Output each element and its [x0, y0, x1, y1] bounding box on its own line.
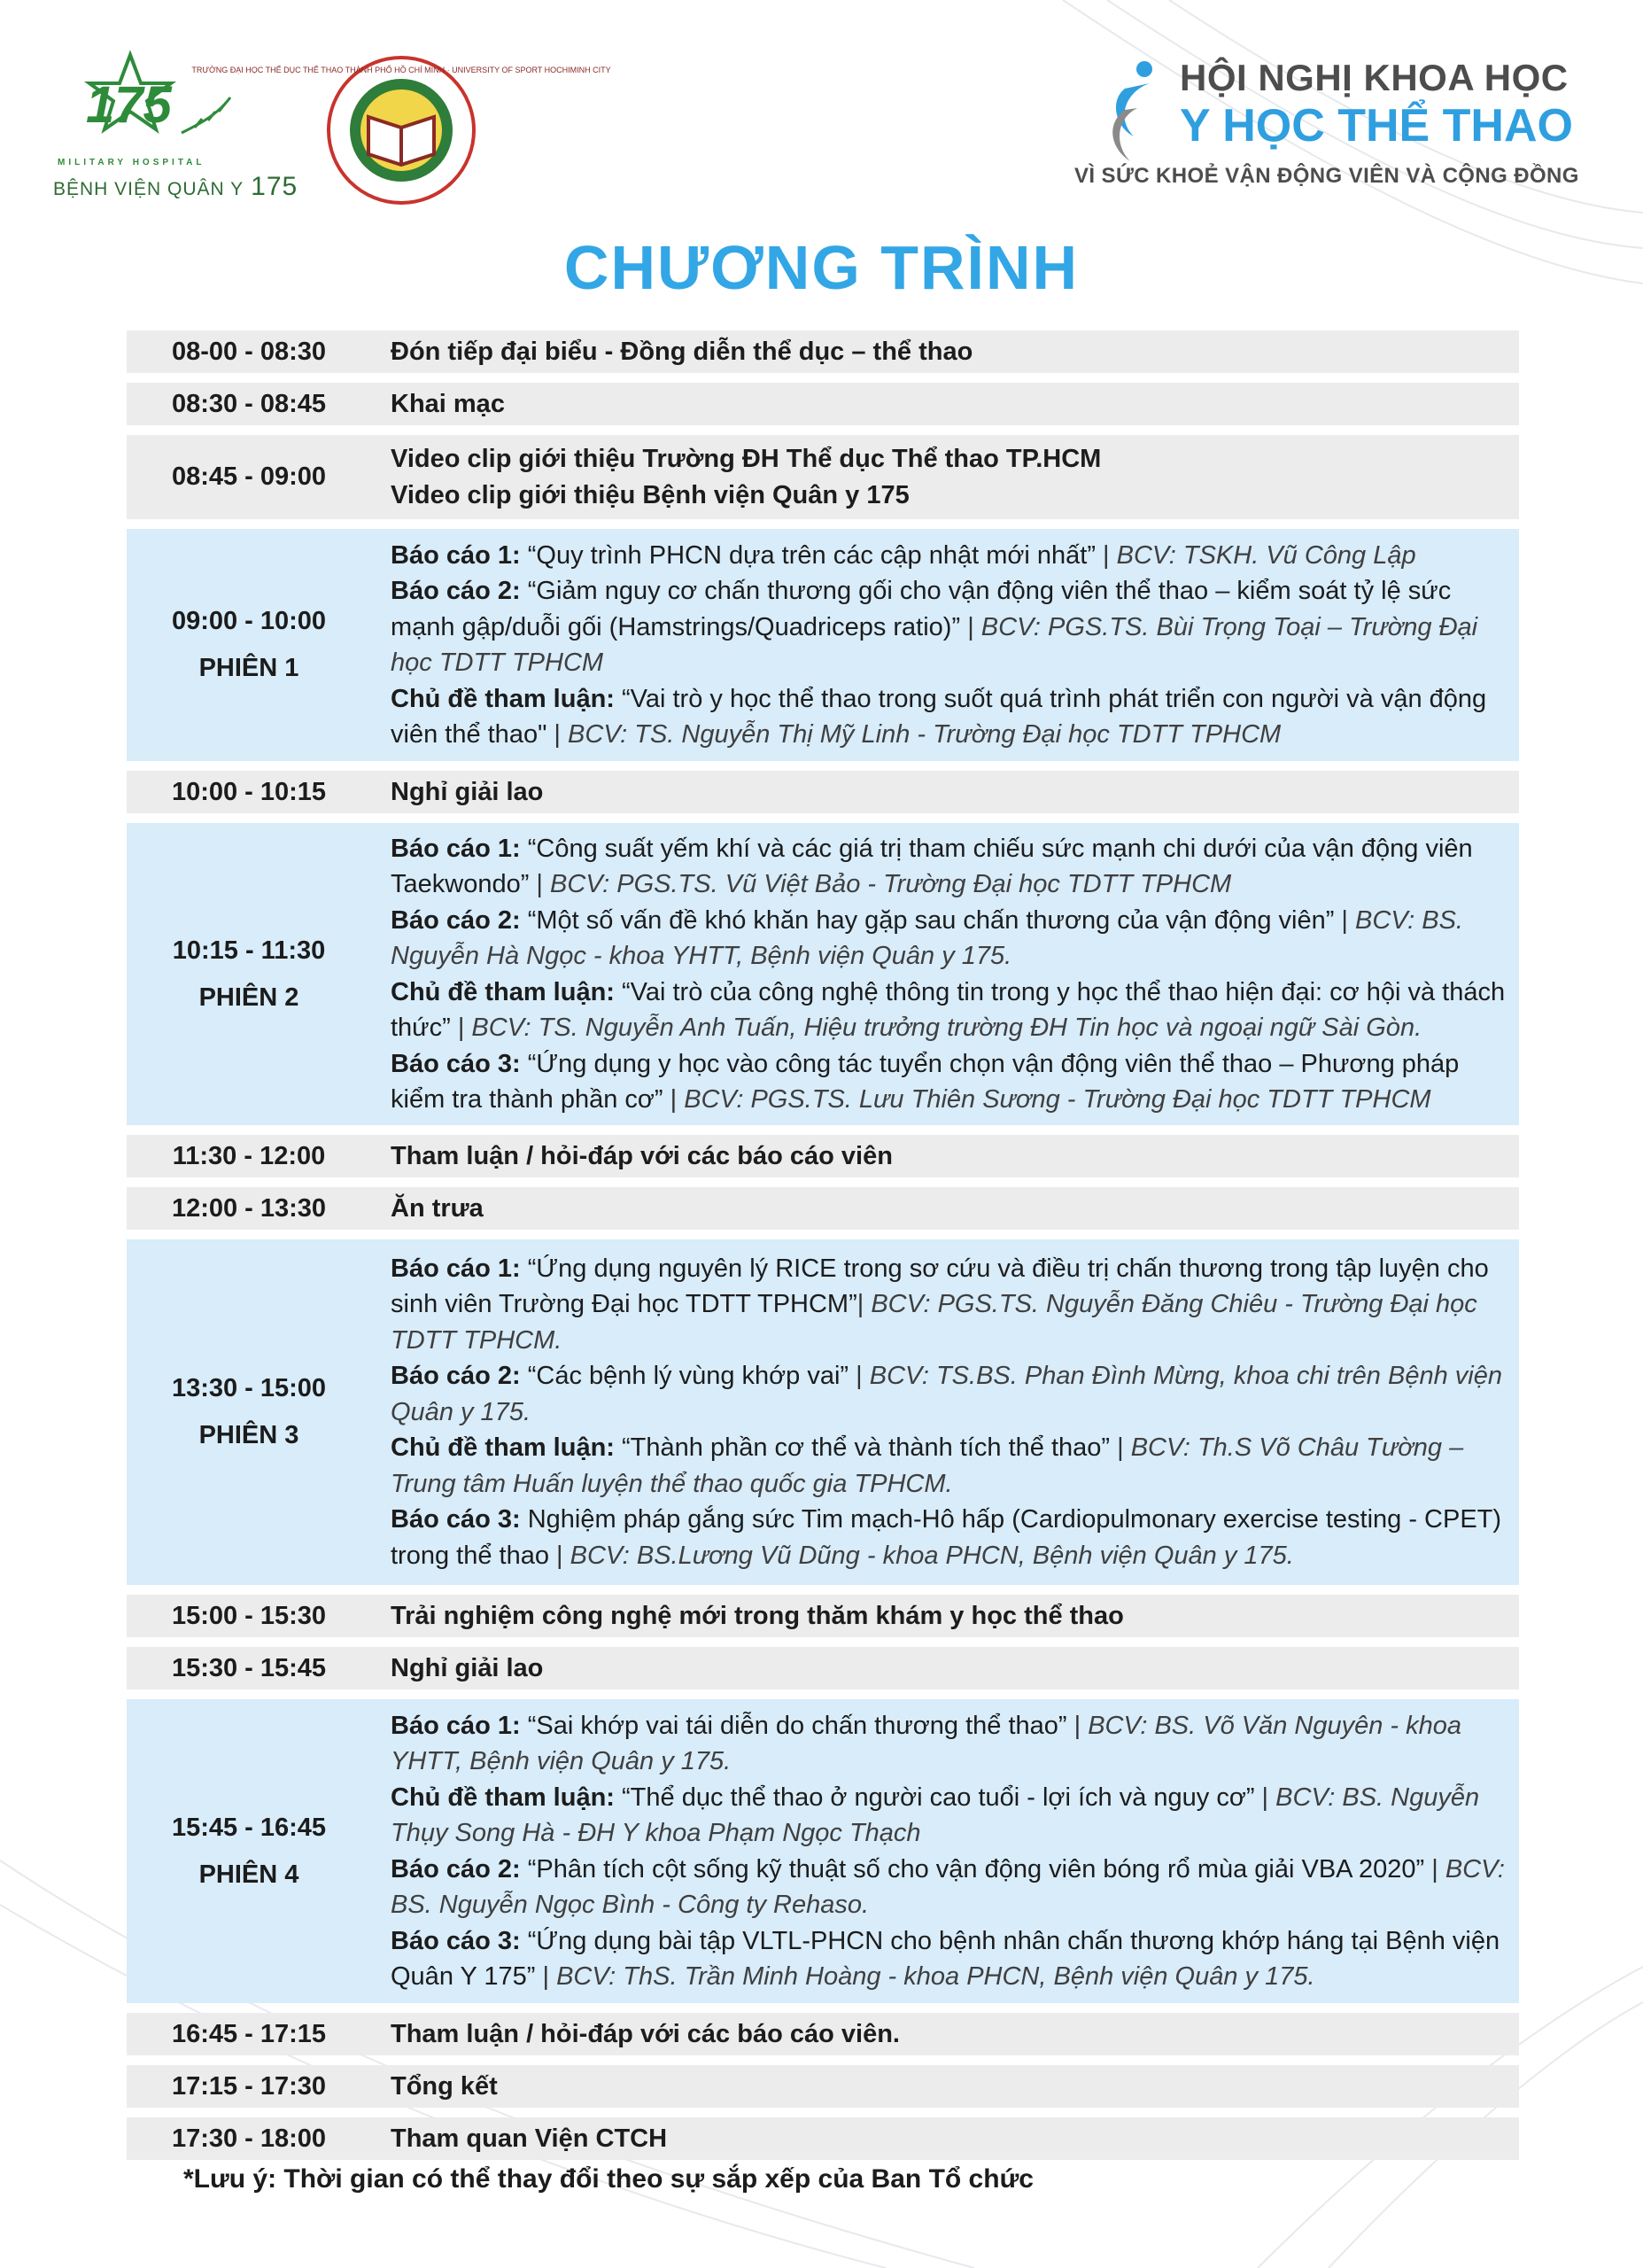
time-cell: [127, 2124, 371, 2154]
activity-text: Khai mạc: [391, 389, 505, 418]
report-title: “Các bệnh lý vùng khớp vai”: [527, 1362, 849, 1391]
separator: |: [1066, 1711, 1089, 1740]
activity-text: Ăn trưa: [391, 1193, 484, 1223]
time-range: 17:30 - 18:00: [171, 2124, 327, 2153]
report-title: “Sai khớp vai tái diễn do chấn thương thể thao”: [527, 1711, 1067, 1740]
speaker-info: BCV: TS. Nguyễn Anh Tuấn, Hiệu trưởng trường ĐH Tin học và ngoại ngữ Sài Gòn.: [471, 1014, 1422, 1042]
seal-text: TRƯỜNG ĐẠI HỌC THỂ DỤC THỂ THAO THÀNH PHỐ HỒ CHÍ MINH · UNIVERSITY OF SPORT HOCHIMINH CITY: [191, 66, 611, 74]
activity-text: Đón tiếp đại biểu - Đồng diễn thể dục – thể thao: [391, 337, 973, 366]
activity-cell: [371, 831, 1519, 1118]
report-title: “Một số vấn đề khó khăn hay gặp sau chấn thương của vận động viên”: [527, 905, 1335, 935]
speaker-info: BCV: ThS. Trần Minh Hoàng - khoa PHCN, Bệnh viện Quân y 175.: [556, 1962, 1315, 1991]
activity-cell: [371, 774, 1519, 811]
schedule-row: [127, 771, 1519, 813]
time-cell: [127, 778, 371, 807]
report-item: [391, 1502, 1507, 1573]
report-item: [391, 1708, 1507, 1780]
conference-title-line1: HỘI NGHỊ KHOA HỌC: [1180, 57, 1569, 98]
time-cell: [127, 1374, 371, 1450]
conference-logo: [1074, 55, 1603, 206]
activity-cell: [371, 538, 1519, 753]
activity-text: Tham quan Viện CTCH: [391, 2124, 668, 2153]
separator: |: [960, 612, 981, 641]
time-cell: [127, 607, 371, 683]
report-item: [391, 1780, 1507, 1852]
time-range: 13:30 - 15:00: [171, 1374, 327, 1402]
report-label: Chủ đề tham luận:: [391, 977, 615, 1006]
speaker-info: BCV: BS. Võ Văn Nguyên - khoa YHTT, Bệnh viện Quân y 175.: [391, 1711, 1462, 1775]
schedule-row: [127, 330, 1519, 373]
report-label: Báo cáo 1:: [391, 1254, 521, 1283]
report-item: [391, 1430, 1507, 1502]
separator: |: [535, 1962, 557, 1991]
speaker-info: BCV: Th.S Võ Châu Tường – Trung tâm Huấn luyện thể thao quốc gia TPHCM.: [391, 1433, 1464, 1498]
speaker-info: BCV: BS. Nguyễn Thụy Song Hà - ĐH Y khoa Phạm Ngọc Thạch: [391, 1783, 1480, 1847]
session-row: [127, 1239, 1519, 1585]
speaker-info: BCV: TSKH. Vũ Công Lập: [1116, 540, 1416, 570]
time-range: 10:00 - 10:15: [171, 777, 327, 806]
schedule-row: [127, 2065, 1519, 2108]
report-label: Báo cáo 2:: [391, 577, 521, 605]
separator: |: [849, 1362, 870, 1391]
speaker-info: BCV: PGS.TS. Lưu Thiên Sương - Trường Đại học TDTT TPHCM: [684, 1085, 1431, 1114]
report-label: Báo cáo 2:: [391, 905, 521, 935]
activity-cell: [371, 1251, 1519, 1574]
report-item: [391, 538, 1507, 574]
activity-cell: [371, 2069, 1519, 2105]
speaker-info: BCV: PGS.TS. Nguyễn Đăng Chiêu - Trường Đại học TDTT TPHCM.: [391, 1290, 1477, 1355]
activity-text: Nghỉ giải lao: [391, 1653, 544, 1682]
report-title: “Vai trò của công nghệ thông tin trong y học thể thao hiện đại: cơ hội và thách thức”: [391, 977, 1506, 1042]
report-item: [391, 1358, 1507, 1430]
schedule-row: [127, 435, 1519, 519]
hospital-number: 175: [251, 172, 298, 201]
session-row: [127, 1699, 1519, 2003]
svg-text:175: 175: [86, 76, 172, 134]
schedule-row: [127, 2117, 1519, 2160]
report-title: “Thể dục thể thao ở người cao tuổi - lợi ích và nguy cơ”: [622, 1783, 1255, 1812]
report-item: [391, 1251, 1507, 1359]
separator: |: [1110, 1433, 1131, 1463]
separator: |: [546, 720, 569, 749]
time-range: 08:30 - 08:45: [171, 389, 327, 418]
time-cell: [127, 1654, 371, 1683]
schedule-table: [127, 330, 1519, 2170]
speaker-info: BCV: BS. Nguyễn Hà Ngọc - khoa YHTT, Bệnh viện Quân y 175.: [391, 905, 1463, 970]
time-range: 15:30 - 15:45: [171, 1653, 327, 1682]
schedule-row: [127, 2013, 1519, 2055]
time-cell: [127, 390, 371, 419]
report-label: Chủ đề tham luận:: [391, 1433, 615, 1463]
separator: |: [663, 1085, 685, 1114]
time-range: 09:00 - 10:00: [171, 607, 327, 635]
report-title: “Quy trình PHCN dựa trên các cập nhật mới nhất”: [527, 540, 1096, 570]
time-cell: [127, 936, 371, 1013]
activity-text: Video clip giới thiệu Trường ĐH Thể dục Thể thao TP.HCM: [391, 445, 1102, 473]
activity-text: Tham luận / hỏi-đáp với các báo cáo viên: [391, 1141, 893, 1170]
activity-text: Trải nghiệm công nghệ mới trong thăm khám y học thể thao: [391, 1601, 1124, 1630]
activity-text: Nghỉ giải lao: [391, 777, 544, 806]
report-label: Báo cáo 1:: [391, 540, 521, 570]
time-range: 10:15 - 11:30: [172, 936, 326, 965]
report-item: [391, 681, 1507, 753]
activity-cell: [371, 1191, 1519, 1227]
time-range: 08:45 - 09:00: [171, 462, 327, 491]
time-cell: [127, 1814, 371, 1890]
schedule-row: [127, 1187, 1519, 1230]
time-range: 16:45 - 17:15: [171, 2019, 327, 2048]
separator: |: [450, 1014, 472, 1042]
separator: |: [1254, 1783, 1276, 1812]
activity-cell: [371, 1708, 1519, 1995]
activity-cell: [371, 1651, 1519, 1687]
report-item: [391, 975, 1507, 1046]
report-label: Báo cáo 2:: [391, 1362, 521, 1391]
activity-text: Tổng kết: [391, 2071, 498, 2101]
separator: |: [1334, 905, 1356, 935]
report-item: [391, 831, 1507, 903]
schedule-row: [127, 1595, 1519, 1637]
time-cell: [127, 462, 371, 492]
report-title: “Ứng dụng bài tập VLTL-PHCN cho bệnh nhân chấn thương khớp háng tại Bệnh viện Quân Y 175”: [391, 1926, 1500, 1991]
activity-text: Video clip giới thiệu Bệnh viện Quân y 175: [391, 480, 910, 509]
time-cell: [127, 1142, 371, 1171]
separator: |: [1095, 540, 1117, 570]
report-title: “Công suất yếm khí và các giá trị tham chiếu sức mạnh chi dưới của vận động viên Taekwondo”: [391, 834, 1473, 898]
activity-cell: [371, 441, 1519, 513]
report-label: Báo cáo 3:: [391, 1505, 521, 1534]
speaker-info: BCV: BS. Nguyễn Ngọc Bình - Công ty Rehaso.: [391, 1854, 1505, 1919]
report-item: [391, 1923, 1507, 1995]
report-title: “Vai trò y học thể thao trong suốt quá trình phát triển con người và vận động viên thể thao": [391, 684, 1487, 749]
session-row: [127, 823, 1519, 1125]
activity-cell: [371, 1598, 1519, 1635]
report-label: Báo cáo 1:: [391, 1711, 521, 1740]
separator: |: [529, 870, 551, 898]
report-title: “Phân tích cột sống kỹ thuật số cho vận động viên bóng rổ mùa giải VBA 2020”: [527, 1854, 1425, 1884]
separator: |: [1424, 1854, 1445, 1884]
report-label: Báo cáo 2:: [391, 1854, 521, 1884]
time-cell: [127, 2072, 371, 2101]
report-label: Chủ đề tham luận:: [391, 1783, 615, 1812]
speaker-info: BCV: PGS.TS. Bùi Trọng Toại – Trường Đại học TDTT TPHCM: [391, 612, 1478, 677]
speaker-info: BCV: TS.BS. Phan Đình Mừng, khoa chi trên Bệnh viện Quân y 175.: [391, 1362, 1502, 1426]
session-label: PHIÊN 2: [198, 983, 299, 1012]
time-cell: [127, 1194, 371, 1223]
schedule-row: [127, 1135, 1519, 1177]
report-item: [391, 573, 1507, 681]
report-title: “Ứng dụng y học vào công tác tuyển chọn vận động viên thể thao – Phương pháp kiểm tra thành phần cơ”: [391, 1049, 1460, 1114]
report-item: [391, 1046, 1507, 1118]
report-label: Báo cáo 1:: [391, 834, 521, 863]
speaker-info: BCV: PGS.TS. Vũ Việt Bảo - Trường Đại học TDTT TPHCM: [550, 870, 1232, 898]
activity-cell: [371, 2016, 1519, 2053]
report-label: Báo cáo 3:: [391, 1926, 521, 1955]
time-cell: [127, 2020, 371, 2049]
time-range: 08-00 - 08:30: [171, 337, 327, 366]
report-title: “Ứng dụng nguyên lý RICE trong sơ cứu và điều trị chấn thương trong tập luyện cho sinh viên Trường Đại học TDTT TPHCM”: [391, 1254, 1489, 1319]
hospital-tagline: MILITARY HOSPITAL: [58, 158, 205, 167]
activity-cell: [371, 1138, 1519, 1175]
report-item: [391, 1852, 1507, 1923]
session-label: PHIÊN 3: [198, 1421, 299, 1449]
hospital-name-text: BỆNH VIỆN QUÂN Y: [53, 179, 244, 199]
time-range: 15:00 - 15:30: [171, 1601, 327, 1630]
hospital-175-logo: [49, 53, 298, 213]
time-range: 12:00 - 13:30: [171, 1193, 327, 1223]
session-label: PHIÊN 4: [198, 1860, 299, 1889]
separator: |: [548, 1541, 570, 1570]
activity-text: Tham luận / hỏi-đáp với các báo cáo viên.: [391, 2019, 900, 2048]
report-title: Nghiệm pháp gắng sức Tim mạch-Hô hấp (Cardiopulmonary exercise testing - CPET) trong thể thao: [391, 1505, 1502, 1570]
footnote: *Lưu ý: Thời gian có thể thay đổi theo sự sắp xếp của Ban Tổ chức: [183, 2164, 1034, 2194]
session-row: [127, 529, 1519, 761]
report-title: “Thành phần cơ thể và thành tích thể thao”: [622, 1433, 1111, 1463]
report-label: Chủ đề tham luận:: [391, 684, 615, 713]
time-range: 15:45 - 16:45: [171, 1813, 327, 1842]
activity-cell: [371, 334, 1519, 370]
report-title: “Giảm nguy cơ chấn thương gối cho vận động viên thể thao – kiểm soát tỷ lệ sức mạnh gập/duỗi gối (Hamstrings/Quadriceps ratio)”: [391, 577, 1452, 641]
speaker-info: BCV: TS. Nguyễn Thị Mỹ Linh - Trường Đại học TDTT TPHCM: [568, 720, 1282, 749]
time-cell: [127, 338, 371, 367]
activity-cell: [371, 386, 1519, 423]
report-label: Báo cáo 3:: [391, 1049, 521, 1078]
time-range: 11:30 - 12:00: [172, 1141, 326, 1170]
athlete-mark-icon: [1098, 57, 1169, 163]
session-label: PHIÊN 1: [198, 654, 299, 682]
time-range: 17:15 - 17:30: [171, 2071, 327, 2101]
conference-title-line2: Y HỌC THỂ THAO: [1180, 100, 1573, 151]
schedule-row: [127, 1647, 1519, 1689]
time-cell: [127, 1602, 371, 1631]
speaker-info: BCV: BS.Lương Vũ Dũng - khoa PHCN, Bệnh viện Quân y 175.: [570, 1541, 1294, 1570]
activity-cell: [371, 2121, 1519, 2157]
report-item: [391, 903, 1507, 975]
hospital-name: [53, 172, 298, 202]
page-title: CHƯƠNG TRÌNH: [563, 233, 1080, 302]
schedule-row: [127, 383, 1519, 425]
conference-slogan: VÌ SỨC KHOẺ VẬN ĐỘNG VIÊN VÀ CỘNG ĐỒNG: [1074, 164, 1579, 188]
separator: |: [856, 1290, 872, 1319]
